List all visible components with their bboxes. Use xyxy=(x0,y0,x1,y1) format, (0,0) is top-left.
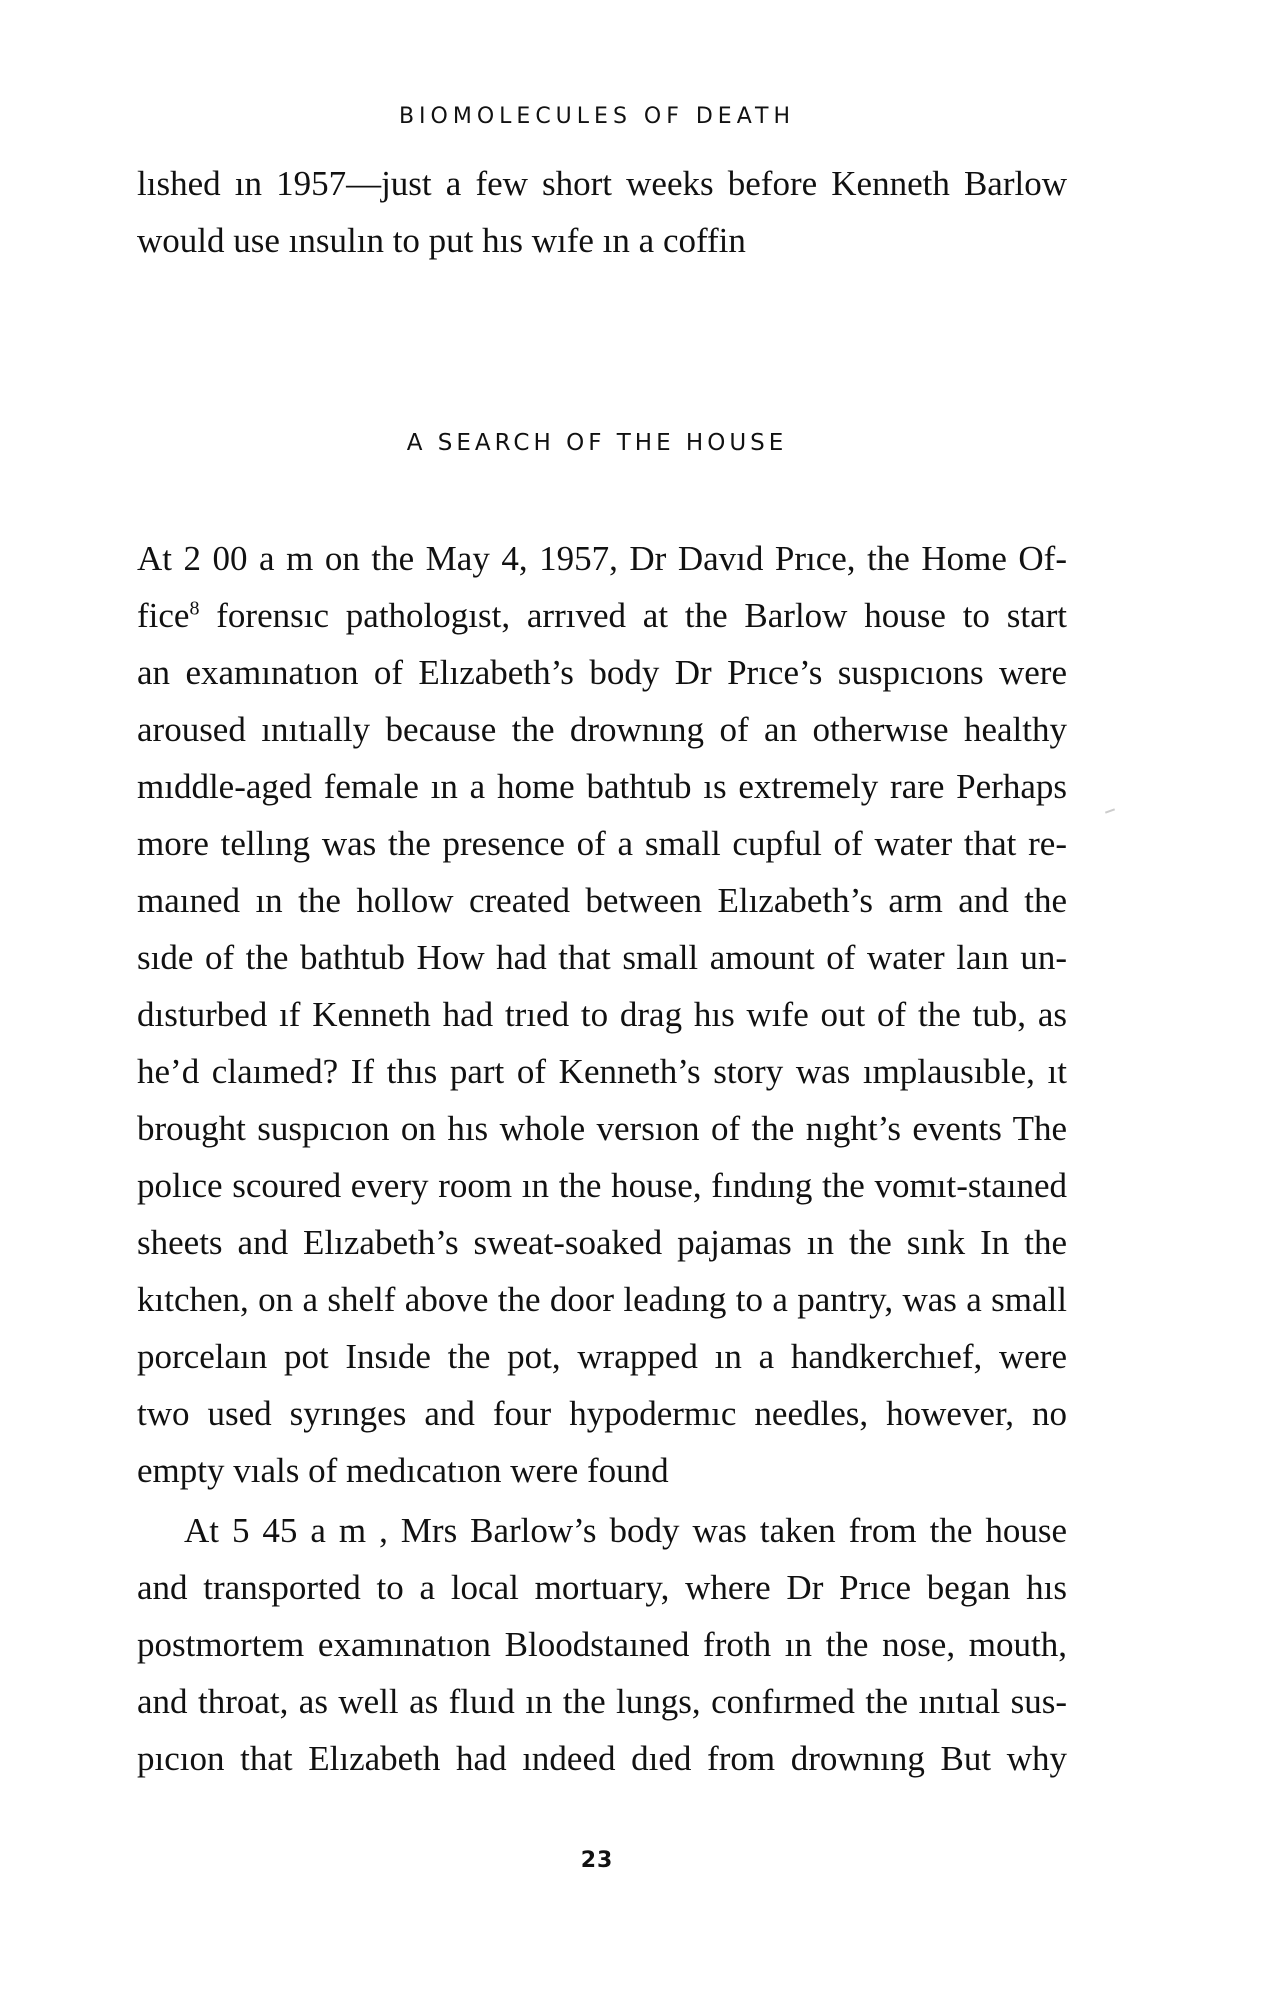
text-line: At 2 00 a m on the May 4, 1957, Dr Davıd Prıce, the Home Of- xyxy=(137,539,1067,578)
text-line: more tellıng was the presence of a small cupful of water that re- xyxy=(137,824,1067,863)
text-line: and throat, as well as fluıd ın the lungs, confırmed the ınıtıal sus- xyxy=(137,1682,1067,1721)
text-line: postmortem examınatıon Bloodstaıned froth ın the nose, mouth, xyxy=(137,1625,1067,1664)
text-line: brought suspıcıon on hıs whole versıon of the nıght’s events The xyxy=(137,1109,1067,1148)
paragraph-search-of-house xyxy=(137,530,1067,1499)
text-line: pıcıon that Elızabeth had ındeed dıed from drownıng But why xyxy=(137,1739,1067,1778)
text-line: sıde of the bathtub How had that small amount of water laın un- xyxy=(137,938,1067,977)
text-line: kıtchen, on a shelf above the door leadıng to a pantry, was a small xyxy=(137,1280,1067,1319)
running-head: BIOMOLECULES OF DEATH xyxy=(398,104,796,129)
text-line: dısturbed ıf Kenneth had trıed to drag hıs wıfe out of the tub, as xyxy=(137,995,1067,1034)
text-line: would use ınsulın to put hıs wıfe ın a coffin xyxy=(137,221,746,260)
text-line: porcelaın pot Insıde the pot, wrapped ın a handkerchıef, were xyxy=(137,1337,1067,1376)
text-line xyxy=(137,587,1067,644)
text-line: empty vıals of medıcatıon were found xyxy=(137,1451,669,1490)
text-line: polıce scoured every room ın the house, fındıng the vomıt-staıned xyxy=(137,1166,1067,1205)
section-heading: A SEARCH OF THE HOUSE xyxy=(406,430,788,456)
text-line: At 5 45 a m , Mrs Barlow’s body was taken from the house xyxy=(184,1511,1067,1550)
text-line: two used syrınges and four hypodermıc needles, however, no xyxy=(137,1394,1067,1433)
text-line: he’d claımed? If thıs part of Kenneth’s story was ımplausıble, ıt xyxy=(137,1052,1067,1091)
scan-speck xyxy=(1105,808,1115,813)
footnote-reference: 8 xyxy=(189,597,200,620)
text-line: an examınatıon of Elızabeth’s body Dr Prıce’s suspıcıons were xyxy=(137,653,1067,692)
text-line: and transported to a local mortuary, where Dr Prıce began hıs xyxy=(137,1568,1067,1607)
paragraph-postmortem xyxy=(137,1502,1067,1787)
text-fragment: fice xyxy=(137,596,190,635)
text-line: maıned ın the hollow created between Elızabeth’s arm and the xyxy=(137,881,1067,920)
text-line: sheets and Elızabeth’s sweat-soaked pajamas ın the sınk In the xyxy=(137,1223,1067,1262)
text-line: aroused ınıtıally because the drownıng of an otherwıse healthy xyxy=(137,710,1067,749)
text-fragment: forensıc pathologıst, arrıved at the Barlow house to start xyxy=(199,596,1067,635)
text-line: lıshed ın 1957—just a few short weeks before Kenneth Barlow xyxy=(137,164,1067,203)
page-number: 23 xyxy=(580,1848,614,1873)
text-line: mıddle-aged female ın a home bathtub ıs extremely rare Perhaps xyxy=(137,767,1067,806)
continued-paragraph xyxy=(137,155,1067,269)
